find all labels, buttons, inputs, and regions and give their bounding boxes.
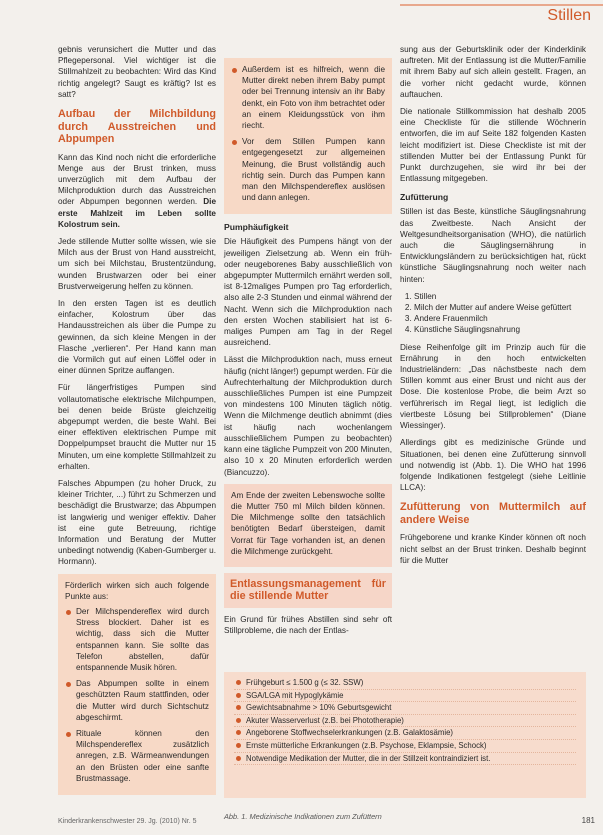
bullet-icon xyxy=(66,610,71,615)
paragraph: Ein Grund für frühes Abstillen sind sehr oft Stillprobleme, die nach der Entlas- xyxy=(224,614,392,636)
paragraph: In den ersten Tagen ist es deutlich einfacher, Kolostrum über das Handausstreichen als über die Pumpe zu gewinnen, da sich kleine Mengen in der Flasche „verlieren“. Per Hand kann man die Vormilch gut auf einen Löffel oder in einer dünnen Spritze auffangen. xyxy=(58,298,216,376)
indication-item: SGA/LGA mit Hypoglykämie xyxy=(234,690,576,703)
box-list xyxy=(231,64,385,203)
page-number: 181 xyxy=(581,816,595,825)
heading-box xyxy=(224,573,392,608)
paragraph: Kann das Kind noch nicht die erforderliche Menge aus der Brust trinken, muss unverzüglich mit dem Aufbau der Milchproduktion durch das Ausstreichen oder Abpumpen begonnen werden. Die erste Mahlzeit im Leben sollte Kolostrum sein. xyxy=(58,152,216,229)
bullet-icon xyxy=(236,680,241,685)
paragraph: Diese Reihenfolge gilt im Prinzip auch für die Ernährung in den hoch entwickelten Industrieländern: „Das nächstbeste nach dem Stillen kommt aus einer Brust und nicht aus der Dose. Die kostenlose Probe, die beim Arzt so verführerisch im Regal liegt, ist lediglich die viertbeste Lösung bei Stillproblemen“ (Diane Wiessinger). xyxy=(400,342,586,431)
list-item: Außerdem ist es hilfreich, wenn die Mutter direkt neben ihrem Baby pumpt oder bei Trennung intensiv an ihr Baby denkt, ein Foto von ihm betrachtet oder an einem Kleidungsstück von ihm riecht. xyxy=(231,64,385,131)
bullet-icon xyxy=(66,682,71,687)
paragraph: Für längerfristiges Pumpen sind vollautomatische elektrische Milchpumpen, bei denen beide Brüste gleichzeitig abgepumpt werden, die beste Wahl. Bei einer effektiven elektrischen Pumpe mit Doppelpumpset braucht die Mutter nur 15 Minuten, um eine komplette Stillmahlzeit zu erhalten. xyxy=(58,383,216,471)
heading-discharge-management: Entlassungsmanagement für die stillende Mutter xyxy=(230,577,386,603)
box-intro: Förderlich wirken sich auch folgende Punkte aus: xyxy=(65,580,209,601)
indications-figure xyxy=(224,672,586,798)
column-1 xyxy=(58,44,216,801)
footer-journal: Kinderkrankenschwester 29. Jg. (2010) Nr. 5 xyxy=(58,818,197,825)
list-item: Rituale können den Milchspendereflex zusätzlich anregen, z.B. Wärmeanwendungen an den Brüsten oder eine sanfte Brustmassage. xyxy=(65,728,209,784)
list-item: 4. Künstliche Säuglingsnahrung xyxy=(414,324,586,335)
column-3 xyxy=(400,44,586,572)
list-item: 2. Milch der Mutter auf andere Weise gefüttert xyxy=(414,302,586,313)
paragraph: Lässt die Milchproduktion nach, muss erneut häufig (nicht länger!) gepumpt werden. Für die Aufrechterhaltung der Milchproduktion durch ausschließliches Pumpen ist eine Pumpzeit von mindestens 100 Minuten täglich nötig. Wenn die Milchmenge deutlich abnimmt (dies ist häufig nach wochenlangem ausschließlichem Pumpen zu beobachten) kann eine tägliche Pumpzeit von 200 Minuten, also 10 x 20 Minuten erforderlich werden (Biancuzzo). xyxy=(224,355,392,477)
indication-item: Gewichtsabnahme > 10% Geburtsgewicht xyxy=(234,702,576,715)
paragraph: Allerdings gibt es medizinische Gründe und Situationen, bei denen eine Zufütterung sinnvoll und notwendig ist (Abb. 1). Die WHO hat 1996 folgende Indikationen festgelegt (siehe Leitlinie LLCA): xyxy=(400,438,586,493)
indication-item: Frühgeburt ≤ 1.500 g (≤ 32. SSW) xyxy=(234,677,576,690)
list-item: Der Milchspendereflex wird durch Stress blockiert. Daher ist es wichtig, dass sich die Mutter entspannen kann. Sie sollte das Telefon abstellen, dafür entspannende Musik hören. xyxy=(65,606,209,673)
running-header xyxy=(0,0,603,28)
bullet-icon xyxy=(232,68,237,73)
paragraph: Die nationale Stillkommission hat deshalb 2005 eine Checkliste für die stillende Wöchnerin entworfen, die im auf Seite 182 folgenden Kasten leicht modifiziert ist. Diese Checkliste ist mit der stillenden Mutter bei der Entlassung Punkt für Punkt durchzugehen, sie wird ihr bei der Entlassung mitgegeben. xyxy=(400,107,586,184)
list-item: 1. Stillen xyxy=(414,291,586,302)
bullet-icon xyxy=(236,756,241,761)
indications-list xyxy=(224,672,586,765)
box-list xyxy=(65,606,209,784)
bullet-icon xyxy=(66,732,71,737)
list-item: 3. Andere Frauenmilch xyxy=(414,313,586,324)
section-title: Stillen xyxy=(547,7,591,24)
figure-caption: Abb. 1. Medizinische Indikationen zum Zufüttern xyxy=(224,812,382,821)
list-item: Vor dem Stillen Pumpen kann entgegengesetzt zur allgemeinen Meinung, die Brust vollständig auch richtig sein. Durch das Pumpen kann man den Milchspendereflex auslösen und dann anlegen. xyxy=(231,136,385,203)
header-rule xyxy=(400,4,603,6)
ranked-list xyxy=(400,291,586,336)
info-box-continued xyxy=(224,58,392,214)
indication-item: Akuter Wasserverlust (z.B. bei Phototherapie) xyxy=(234,715,576,728)
info-box xyxy=(58,574,216,795)
paragraph: Jede stillende Mutter sollte wissen, wie sie Milch aus der Brust von Hand ausstreicht, um sich bei Milchstau, Brustentzündung, wunden Brustwarzen oder bei einer Brustverweigerung helfen zu können. xyxy=(58,236,216,291)
heading-supplementation: Zufütterung xyxy=(400,192,449,203)
paragraph: Die Häufigkeit des Pumpens hängt von der jeweiligen Zielsetzung ab. Wenn ein früh- oder neugeborenes Baby ausschließlich von abgepumpter Muttermilch ernährt werden soll, ist 8-12maliges Pumpen pro Tag erforderlich, also alle 2-3 Stunden und einmal während der Nacht. Wenn sich die Milchproduktion nach den ersten Wochen stabilisiert hat ist 6-maliges Pumpen am Tag in der Regel ausreichend. xyxy=(224,237,392,348)
heading-pump-frequency: Pumphäufigkeit xyxy=(224,222,289,233)
paragraph: Stillen ist das Beste, künstliche Säuglingsnahrung das Zweitbeste. Nach Ansicht der Weltgesundheitsorganisation (WHO), die natürlich auch die Säuglingsernährung in Entwicklungsländern zu berücksichtigen hat, rückt künstliche Säuglingsnahrung noch weiter nach hinten: xyxy=(400,207,586,284)
bullet-icon xyxy=(236,693,241,698)
bullet-icon xyxy=(232,140,237,145)
indication-item: Angeborene Stoffwechselerkrankungen (z.B. Galaktosämie) xyxy=(234,727,576,740)
list-item: Das Abpumpen sollte in einem geschützten Raum stattfinden, oder die Mutter wird durch Sichtschutz abgeschirmt. xyxy=(65,678,209,723)
column-2 xyxy=(224,58,392,642)
indication-item: Ernste mütterliche Erkrankungen (z.B. Psychose, Eklampsie, Schock) xyxy=(234,740,576,753)
bullet-icon xyxy=(236,718,241,723)
heading-breastmilk-other-ways: Zufütterung von Muttermilch auf andere Weise xyxy=(400,501,586,526)
heading-milk-production: Aufbau der Milchbildung durch Ausstreichen und Abpumpen xyxy=(58,108,216,146)
indication-item: Notwendige Medikation der Mutter, die in der Stillzeit kontraindiziert ist. xyxy=(234,753,576,766)
bullet-icon xyxy=(236,743,241,748)
highlight-text: Am Ende der zweiten Lebenswoche sollte die Mutter 750 ml Milch bilden können. Die Milchmenge sollte den tatsächlich benötigten Bedarf übersteigen, damit Vorrat für Tage vorhanden ist, an denen die Milchmenge zurückgeht. xyxy=(231,490,385,556)
paragraph: Falsches Abpumpen (zu hoher Druck, zu kleiner Trichter, ...) führt zu Schmerzen und beschädigt die Brustwarze; das Abpumpen ist langwierig und weniger effektiv. Daher ist eine gute Betreuung, richtige Information und Beratung der Mutter unbedingt notwendig (Kaben-Gumberger u. Hormann). xyxy=(58,479,216,567)
paragraph: Frühgeborene und kranke Kinder können oft noch nicht selbst an der Brust trinken. Deshalb beginnt für die Mutter xyxy=(400,533,586,565)
paragraph: sung aus der Geburtsklinik oder der Kinderklinik auftreten. Mit der Entlassung ist die Mutter/Familie mit ihrem Baby auf sich allein gestellt. Fragen, an die vorher nicht gedacht wurde, können auftauchen. xyxy=(400,45,586,99)
paragraph: gebnis verunsichert die Mutter und das Pflegepersonal. Viel wichtiger ist die Stillmahlzeit zu beobachten: Wird das Kind richtig angelegt? Saugt es kräftig? Ist es satt? xyxy=(58,45,216,99)
bullet-icon xyxy=(236,730,241,735)
highlight-box xyxy=(224,484,392,567)
bullet-icon xyxy=(236,705,241,710)
